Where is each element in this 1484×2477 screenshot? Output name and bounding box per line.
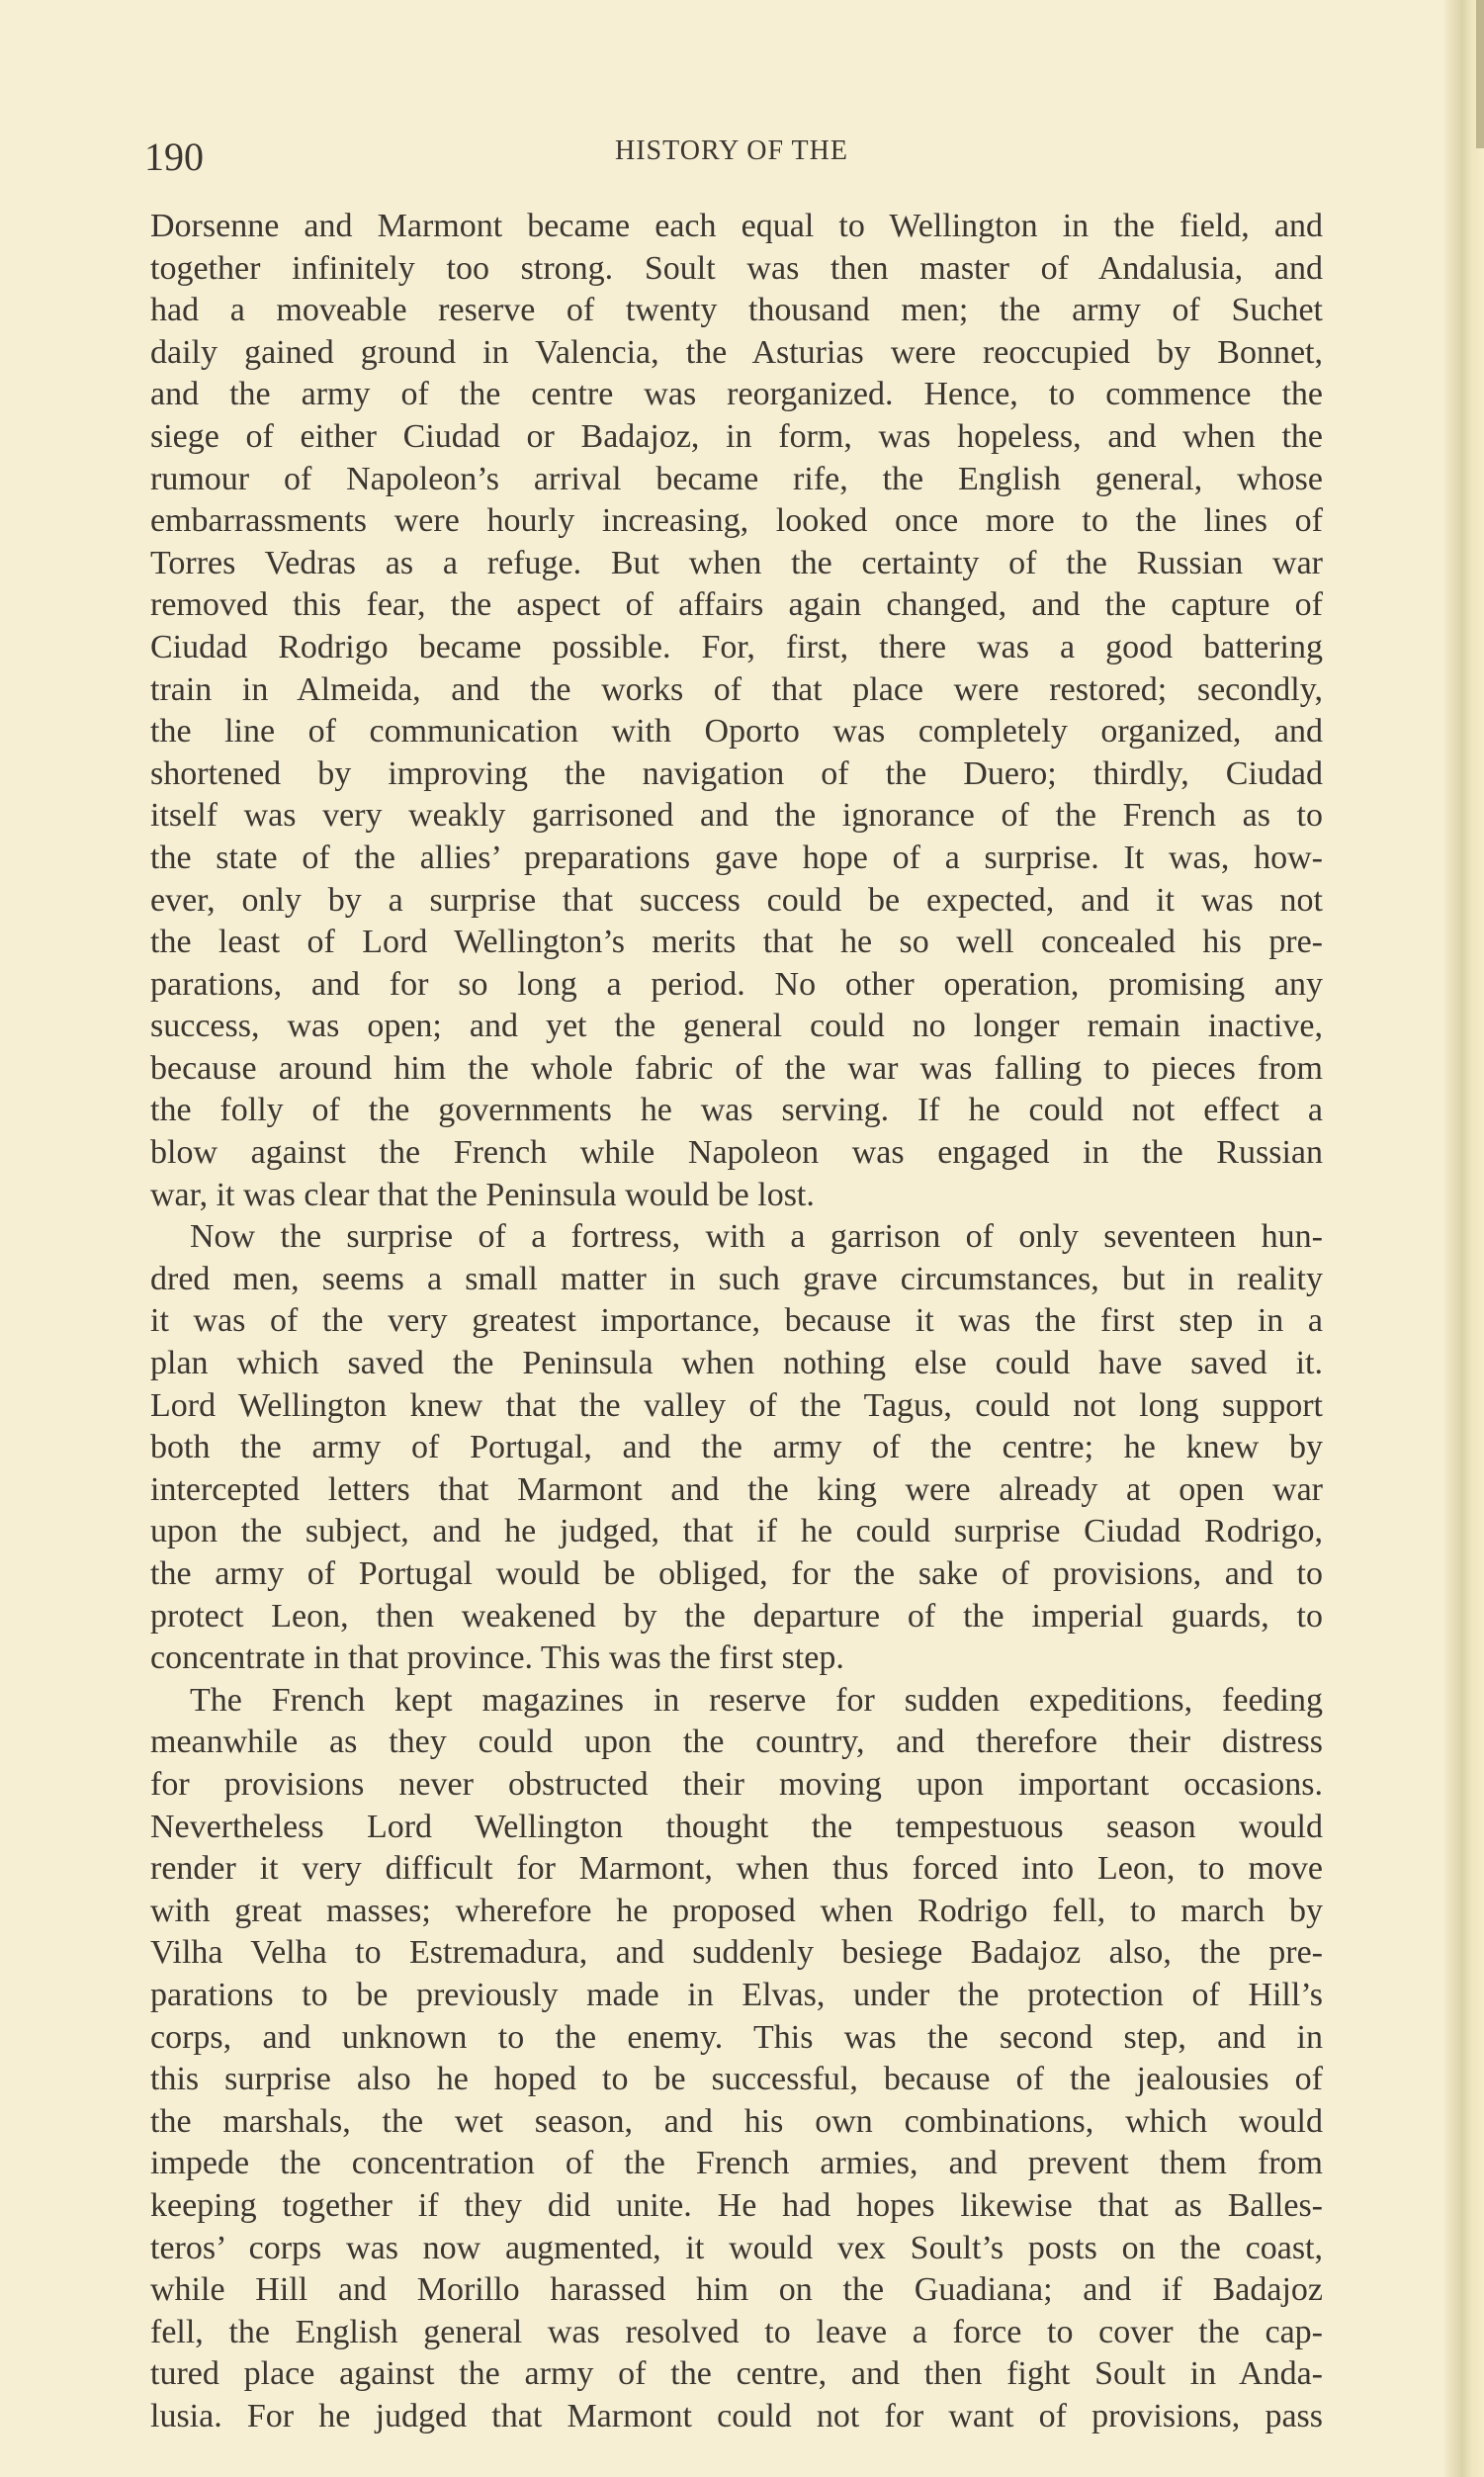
text-line: siege of either Ciudad or Badajoz, in form, was hopeless, and when the <box>150 417 1323 455</box>
page-edge-shadow <box>1444 0 1484 2477</box>
text-line: both the army of Portugal, and the army of the centre; he knew by <box>150 1429 1323 1466</box>
text-line: train in Almeida, and the works of that place were restored; secondly, <box>150 670 1323 708</box>
text-line: the line of communication with Oporto was completely organized, and <box>150 713 1323 751</box>
text-line: the army of Portugal would be obliged, for the sake of provisions, and to <box>150 1555 1323 1592</box>
text-line: while Hill and Morillo harassed him on the Guadiana; and if Badajoz <box>150 2271 1323 2309</box>
text-line: the folly of the governments he was serving. If he could not effect a <box>150 1092 1323 1129</box>
text-line: the marshals, the wet season, and his own combinations, which would <box>150 2102 1323 2140</box>
text-line: with great masses; wherefore he proposed when Rodrigo fell, to march by <box>150 1892 1323 1929</box>
text-line: Ciudad Rodrigo became possible. For, first, there was a good battering <box>150 628 1323 665</box>
text-line: together infinitely too strong. Soult was then master of Andalusia, and <box>150 249 1323 287</box>
text-line: tured place against the army of the centre, and then fight Soult in Anda- <box>150 2355 1323 2393</box>
text-line: and the army of the centre was reorganized. Hence, to commence the <box>150 376 1323 413</box>
text-line: success, was open; and yet the general could no longer remain inactive, <box>150 1008 1323 1045</box>
text-line: for provisions never obstructed their moving upon important occasions. <box>150 1765 1323 1803</box>
page-edge-mark <box>1476 0 1484 148</box>
text-line: Dorsenne and Marmont became each equal to Wellington in the field, and <box>150 208 1323 244</box>
text-line: shortened by improving the navigation of the Duero; thirdly, Ciudad <box>150 754 1323 792</box>
text-line: it was of the very greatest importance, because it was the first step in a <box>150 1302 1323 1340</box>
text-line: had a moveable reserve of twenty thousand men; the army of Suchet <box>150 292 1323 329</box>
text-line: parations to be previously made in Elvas, under the protection of Hill’s <box>150 1976 1323 2013</box>
text-line: concentrate in that province. This was the first step. <box>150 1639 844 1677</box>
text-line: embarrassments were hourly increasing, looked once more to the lines of <box>150 502 1323 540</box>
running-head: HISTORY OF THE <box>615 135 848 166</box>
text-line: rumour of Napoleon’s arrival became rife, the English general, whose <box>150 460 1323 497</box>
text-line: parations, and for so long a period. No other operation, promising any <box>150 965 1323 1003</box>
text-line: blow against the French while Napoleon was engaged in the Russian <box>150 1134 1323 1172</box>
text-line: lusia. For he judged that Marmont could not for want of provisions, pass <box>150 2397 1323 2434</box>
text-line: the state of the allies’ preparations gave hope of a surprise. It was, how- <box>150 839 1323 876</box>
text-line: removed this fear, the aspect of affairs again changed, and the capture of <box>150 586 1323 624</box>
text-line: war, it was clear that the Peninsula would be lost. <box>150 1176 815 1213</box>
text-line: this surprise also he hoped to be successful, because of the jealousies of <box>150 2061 1323 2098</box>
paragraph <box>150 206 1323 1216</box>
text-line: fell, the English general was resolved to leave a force to cover the cap- <box>150 2313 1323 2350</box>
text-line: upon the subject, and he judged, that if he could surprise Ciudad Rodrigo, <box>150 1513 1323 1550</box>
text-line: teros’ corps was now augmented, it would vex Soult’s posts on the coast, <box>150 2229 1323 2266</box>
text-line: because around him the whole fabric of the war was falling to pieces from <box>150 1049 1323 1087</box>
text-line: itself was very weakly garrisoned and the ignorance of the French as to <box>150 797 1323 835</box>
text-line: Vilha Velha to Estremadura, and suddenly besiege Badajoz also, the pre- <box>150 1934 1323 1972</box>
paragraph <box>150 1680 1323 2438</box>
text-line: render it very difficult for Marmont, when thus forced into Leon, to move <box>150 1850 1323 1888</box>
text-line: The French kept magazines in reserve for sudden expeditions, feeding <box>190 1681 1323 1719</box>
text-line: daily gained ground in Valencia, the Asturias were reoccupied by Bonnet, <box>150 333 1323 371</box>
text-line: ever, only by a surprise that success could be expected, and it was not <box>150 881 1323 919</box>
text-line: keeping together if they did unite. He had hopes likewise that as Balles- <box>150 2186 1323 2224</box>
page-number: 190 <box>144 134 204 179</box>
text-line: Lord Wellington knew that the valley of the Tagus, could not long support <box>150 1386 1323 1424</box>
text-line: Torres Vedras as a refuge. But when the certainty of the Russian war <box>150 544 1323 581</box>
text-line: protect Leon, then weakened by the departure of the imperial guards, to <box>150 1597 1323 1635</box>
text-line: impede the concentration of the French armies, and prevent them from <box>150 2145 1323 2182</box>
text-line: plan which saved the Peninsula when nothing else could have saved it. <box>150 1345 1323 1382</box>
text-line: the least of Lord Wellington’s merits that he so well concealed his pre- <box>150 924 1323 961</box>
paragraph <box>150 1216 1323 1680</box>
text-line: Nevertheless Lord Wellington thought the tempestuous season would <box>150 1808 1323 1845</box>
body-text <box>150 206 1323 2437</box>
text-line: Now the surprise of a fortress, with a garrison of only seventeen hun- <box>190 1218 1323 1256</box>
text-line: intercepted letters that Marmont and the king were already at open war <box>150 1470 1323 1508</box>
text-line: corps, and unknown to the enemy. This was the second step, and in <box>150 2018 1323 2056</box>
text-line: dred men, seems a small matter in such grave circumstances, but in reality <box>150 1260 1323 1297</box>
text-line: meanwhile as they could upon the country, and therefore their distress <box>150 1724 1323 1761</box>
